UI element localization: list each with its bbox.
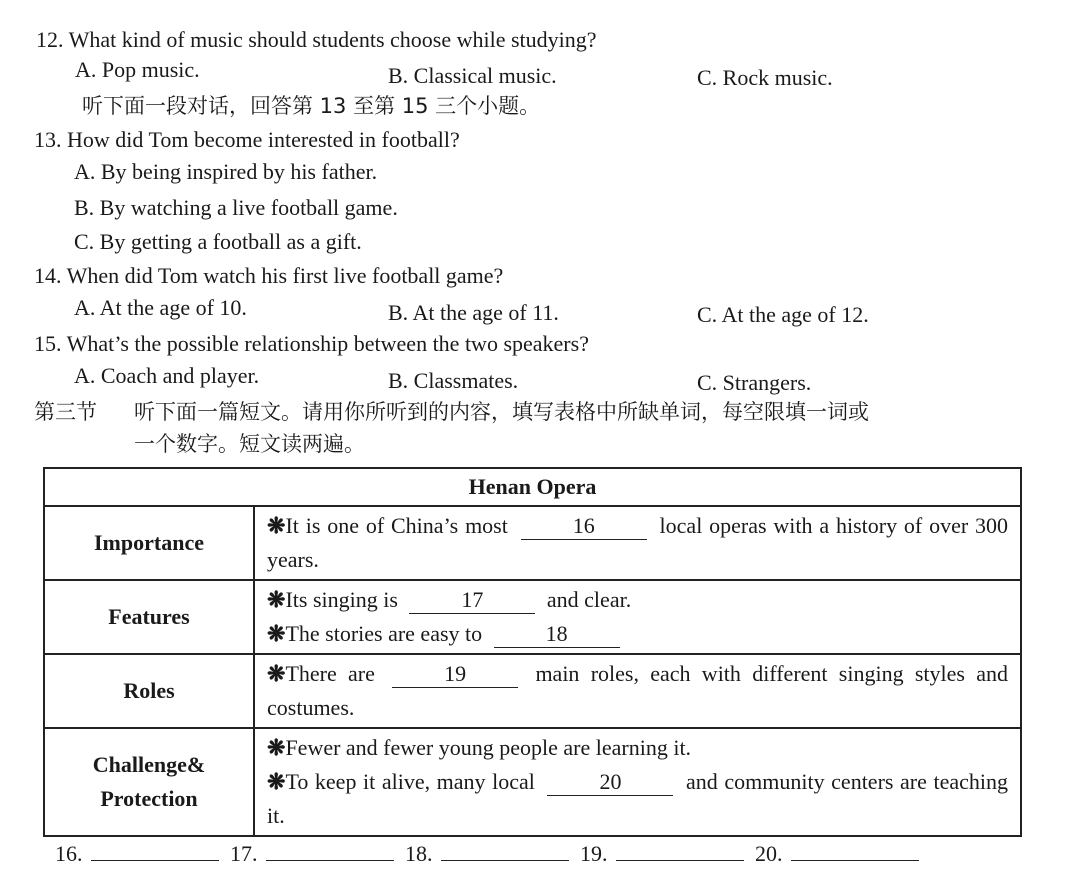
row-label-features: Features: [44, 580, 254, 654]
question-15-option-b: B. Classmates.: [388, 368, 519, 393]
question-15-option-c: C. Strangers.: [697, 370, 812, 395]
row-label-challenge: [44, 728, 254, 836]
features-line-1: [267, 583, 1008, 617]
star-bullet-icon: ❋: [267, 587, 286, 612]
answer-field-16[interactable]: [91, 840, 219, 861]
question-14-option-c: C. At the age of 12.: [697, 302, 869, 327]
row-content-features: [254, 580, 1021, 654]
star-bullet-icon: ❋: [267, 513, 286, 538]
blank-17[interactable]: 17: [409, 587, 535, 614]
section-3-instruction-line-2: 一个数字。短文读两遍。: [134, 432, 365, 456]
roles-text-post: main roles, each with different singing styles and costumes.: [267, 661, 1009, 720]
table-row-features: [44, 580, 1021, 654]
blank-18[interactable]: 18: [494, 621, 620, 648]
answer-field-19[interactable]: [616, 840, 744, 861]
answer-label-18: 18.: [405, 841, 433, 866]
question-14-option-a: A. At the age of 10.: [74, 295, 247, 320]
answer-label-19: 19.: [580, 841, 608, 866]
instruction-13-15: 听下面一段对话，回答第 13 至第 15 三个小题。: [82, 94, 541, 118]
answer-label-17: 17.: [230, 841, 258, 866]
answer-field-18[interactable]: [441, 840, 569, 861]
star-bullet-icon: ❋: [267, 735, 286, 760]
question-12-stem: 12. What kind of music should students choose while studying?: [36, 27, 597, 52]
table-title: Henan Opera: [44, 468, 1021, 506]
challenge-line-1: [267, 731, 1008, 765]
question-13-option-c: C. By getting a football as a gift.: [74, 229, 362, 254]
row-label-roles: Roles: [44, 654, 254, 728]
row-label-challenge-line-1: Challenge&: [92, 752, 206, 777]
row-content-roles: [254, 654, 1021, 728]
question-15-option-a: A. Coach and player.: [74, 363, 260, 388]
features-a-pre: Its singing is: [285, 587, 398, 612]
section-3-instruction-line-1: 听下面一篇短文。请用你所听到的内容，填写表格中所缺单词，每空限填一词或: [134, 400, 869, 424]
table-row-challenge: [44, 728, 1021, 836]
section-3-label: 第三节: [34, 400, 97, 424]
answer-field-20[interactable]: [791, 840, 919, 861]
features-a-post: and clear.: [546, 587, 632, 612]
question-13-option-a: A. By being inspired by his father.: [74, 159, 378, 184]
star-bullet-icon: ❋: [267, 769, 286, 794]
answer-label-16: 16.: [55, 841, 83, 866]
question-14-option-b: B. At the age of 11.: [388, 300, 559, 325]
importance-text-post: local operas with a history of over 300 years.: [267, 513, 1009, 572]
answer-label-20: 20.: [755, 841, 783, 866]
row-label-importance: Importance: [44, 506, 254, 580]
row-content-importance: [254, 506, 1021, 580]
challenge-line-2: [267, 765, 1008, 833]
blank-16[interactable]: 16: [521, 513, 647, 540]
challenge-b-post: and community centers are teaching it.: [267, 769, 1008, 828]
table-row-importance: [44, 506, 1021, 580]
question-12-option-b: B. Classical music.: [388, 63, 557, 88]
answer-blanks: [55, 840, 925, 868]
features-b-pre: The stories are easy to: [285, 621, 483, 646]
blank-19[interactable]: 19: [392, 661, 518, 688]
henan-opera-table: [43, 467, 1022, 837]
star-bullet-icon: ❋: [267, 621, 286, 646]
features-line-2: [267, 617, 1008, 651]
question-12-option-a: A. Pop music.: [75, 57, 200, 82]
challenge-a-text: Fewer and fewer young people are learning it.: [285, 735, 692, 760]
blank-20[interactable]: 20: [547, 769, 673, 796]
question-14-stem: 14. When did Tom watch his first live football game?: [34, 263, 504, 288]
challenge-b-pre: To keep it alive, many local: [285, 769, 535, 794]
roles-text-pre: There are: [285, 661, 375, 686]
row-content-challenge: [254, 728, 1021, 836]
row-label-challenge-line-2: Protection: [100, 786, 198, 811]
table-row-roles: [44, 654, 1021, 728]
answer-field-17[interactable]: [266, 840, 394, 861]
question-13-option-b: B. By watching a live football game.: [74, 195, 398, 220]
question-12-option-c: C. Rock music.: [697, 65, 833, 90]
importance-text-pre: It is one of China’s most: [285, 513, 508, 538]
star-bullet-icon: ❋: [267, 661, 286, 686]
question-15-stem: 15. What’s the possible relationship between the two speakers?: [34, 331, 589, 356]
question-13-stem: 13. How did Tom become interested in football?: [34, 127, 460, 152]
